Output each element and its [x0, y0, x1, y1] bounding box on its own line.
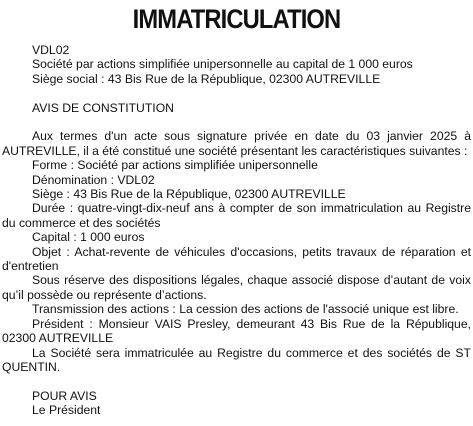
notice-heading: IMMATRICULATION	[132, 4, 341, 34]
spacer	[2, 115, 471, 129]
company-name: VDL02	[32, 43, 70, 57]
duree-paragraph: Durée : quatre-vingt-dix-neuf ans à compter de son immatriculation au Registre du commerce et des sociétés	[2, 201, 471, 230]
closing-line: POUR AVIS	[32, 388, 97, 403]
president-paragraph: Président : Monsieur VAIS Presley, demeurant 43 Bis Rue de la République, 02300 AUTREVILLE	[2, 316, 471, 346]
forme-line: Forme : Société par actions simplifiée unipersonnelle	[32, 158, 318, 173]
section-title: AVIS DE CONSTITUTION	[32, 100, 174, 115]
objet-paragraph: Objet : Achat-revente de véhicules d'occasions, petits travaux de réparation et d'entretien	[2, 244, 471, 274]
spacer	[2, 374, 471, 388]
capital-line: Capital : 1 000 euros	[32, 230, 145, 245]
company-seat: Siège social : 43 Bis Rue de la République, 02300 AUTREVILLE	[32, 71, 381, 86]
signatory-line: Le Président	[32, 403, 101, 418]
spacer	[2, 86, 471, 100]
voting-paragraph: Sous réserve des dispositions légales, chaque associé dispose d’autant de voix qu’il possède ou représente d’actions.	[2, 273, 471, 302]
registration-paragraph: La Société sera immatriculée au Registre du commerce et des sociétés de ST QUENTIN.	[2, 345, 471, 374]
company-form-capital: Société par actions simplifiée unipersonnelle au capital de 1 000 euros	[32, 57, 413, 72]
notice-body	[2, 43, 471, 418]
transmission-line: Transmission des actions : La cession des actions de l'associé unique est libre.	[32, 302, 459, 317]
siege-line: Siège : 43 Bis Rue de la République, 02300 AUTREVILLE	[32, 187, 346, 202]
intro-paragraph: Aux termes d'un acte sous signature privée en date du 03 janvier 2025 à AUTREVILLE, il a été constitué une société présentant les caractéristiques suivantes :	[2, 129, 471, 158]
denomination-line: Dénomination : VDL02	[32, 172, 155, 187]
